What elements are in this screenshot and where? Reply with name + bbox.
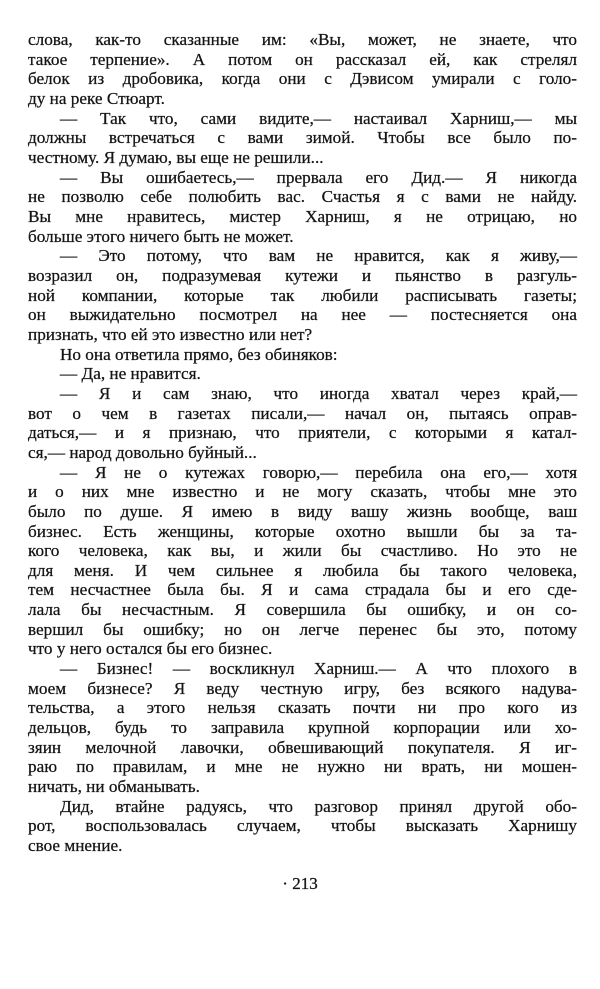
text-line: ничать, ни обманывать. bbox=[28, 777, 200, 797]
text-line: не позволю себе полюбить вас. Счастья я с вами не найду. bbox=[28, 187, 577, 207]
text-line: должны встречаться с вами зимой. Чтобы все было по- bbox=[28, 128, 577, 148]
text-line: и о них мне известно и не могу сказать, чтобы мне это bbox=[28, 482, 577, 502]
text-line: лала бы несчастным. Я совершила бы ошибку, и он со- bbox=[28, 600, 577, 620]
text-line: моем бизнесе? Я веду честную игру, без всякого надува- bbox=[28, 678, 577, 698]
text-line: Вы мне нравитесь, мистер Харниш, я не отрицаю, но bbox=[28, 206, 577, 226]
text-line: вот о чем в газетах писали,— начал он, пытаясь оправ- bbox=[28, 403, 577, 423]
text-line: вершил бы ошибку; но он легче перенес бы это, потому bbox=[28, 619, 577, 639]
text-line: — Вы ошибаетесь,— прервала его Дид.— Я никогда bbox=[60, 167, 577, 187]
text-line: возразил он, подразумевая кутежи и пьянство в разгуль- bbox=[28, 265, 577, 285]
text-line: что у него остался бы его бизнес. bbox=[28, 639, 273, 659]
text-line: для меня. И чем сильнее я любила бы такого человека, bbox=[28, 560, 577, 580]
text-line: — Я не о кутежах говорю,— перебила она его,— хотя bbox=[60, 462, 577, 482]
text-line: ду на реке Стюарт. bbox=[28, 88, 165, 108]
text-line: — Да, не нравится. bbox=[60, 364, 201, 384]
text-line: тельства, а этого нельзя сказать почти ни про кого из bbox=[28, 698, 577, 718]
text-line: даться,— и я признаю, что приятели, с которыми я катал- bbox=[28, 423, 577, 443]
text-line: зяин мелочной лавочки, обвешивающий покупателя. Я иг- bbox=[28, 737, 577, 757]
text-line: Но она ответила прямо, без обиняков: bbox=[60, 344, 338, 364]
text-line: признать, что ей это известно или нет? bbox=[28, 324, 313, 344]
text-line: рот, воспользовалась случаем, чтобы высказать Харнишу bbox=[28, 816, 577, 836]
text-line: белок из дробовика, когда они с Дэвисом умирали с голо- bbox=[28, 69, 577, 89]
text-line: свое мнение. bbox=[28, 836, 123, 856]
text-line: тем несчастнее была бы. Я и сама страдала бы и его сде- bbox=[28, 580, 577, 600]
text-line: ся,— народ довольно буйный... bbox=[28, 442, 257, 462]
text-line: больше этого ничего быть не может. bbox=[28, 226, 294, 246]
text-line: — Это потому, что вам не нравится, как я живу,— bbox=[60, 246, 577, 266]
text-line: было по душе. Я имею в виду вашу жизнь вообще, ваш bbox=[28, 501, 577, 521]
text-line: честному. Я думаю, вы еще не решили... bbox=[28, 147, 324, 167]
page-number: · 213 bbox=[282, 874, 318, 893]
text-line: Дид, втайне радуясь, что разговор принял другой обо- bbox=[60, 796, 577, 816]
text-line: дельцов, будь то заправила крупной корпорации или хо- bbox=[28, 718, 577, 738]
text-line: кого человека, как вы, и жили бы счастливо. Но это не bbox=[28, 541, 577, 561]
text-line: раю по правилам, и мне не нужно ни врать, ни мошен- bbox=[28, 757, 577, 777]
text-line: он выжидательно посмотрел на нее — постесняется она bbox=[28, 305, 577, 325]
text-line: ной компании, которые так любили расписывать газеты; bbox=[28, 285, 577, 305]
text-line: слова, как-то сказанные им: «Вы, может, не знаете, что bbox=[28, 30, 577, 49]
text-line: — Бизнес! — воскликнул Харниш.— А что плохого в bbox=[60, 659, 577, 679]
text-line: — Я и сам знаю, что иногда хватал через край,— bbox=[60, 383, 577, 403]
text-line: — Так что, сами видите,— настаивал Харниш,— мы bbox=[60, 108, 577, 128]
text-line: такое терпение». А потом он рассказал ей, как стрелял bbox=[28, 49, 577, 69]
text-line: бизнес. Есть женщины, которые охотно вышли бы за та- bbox=[28, 521, 577, 541]
